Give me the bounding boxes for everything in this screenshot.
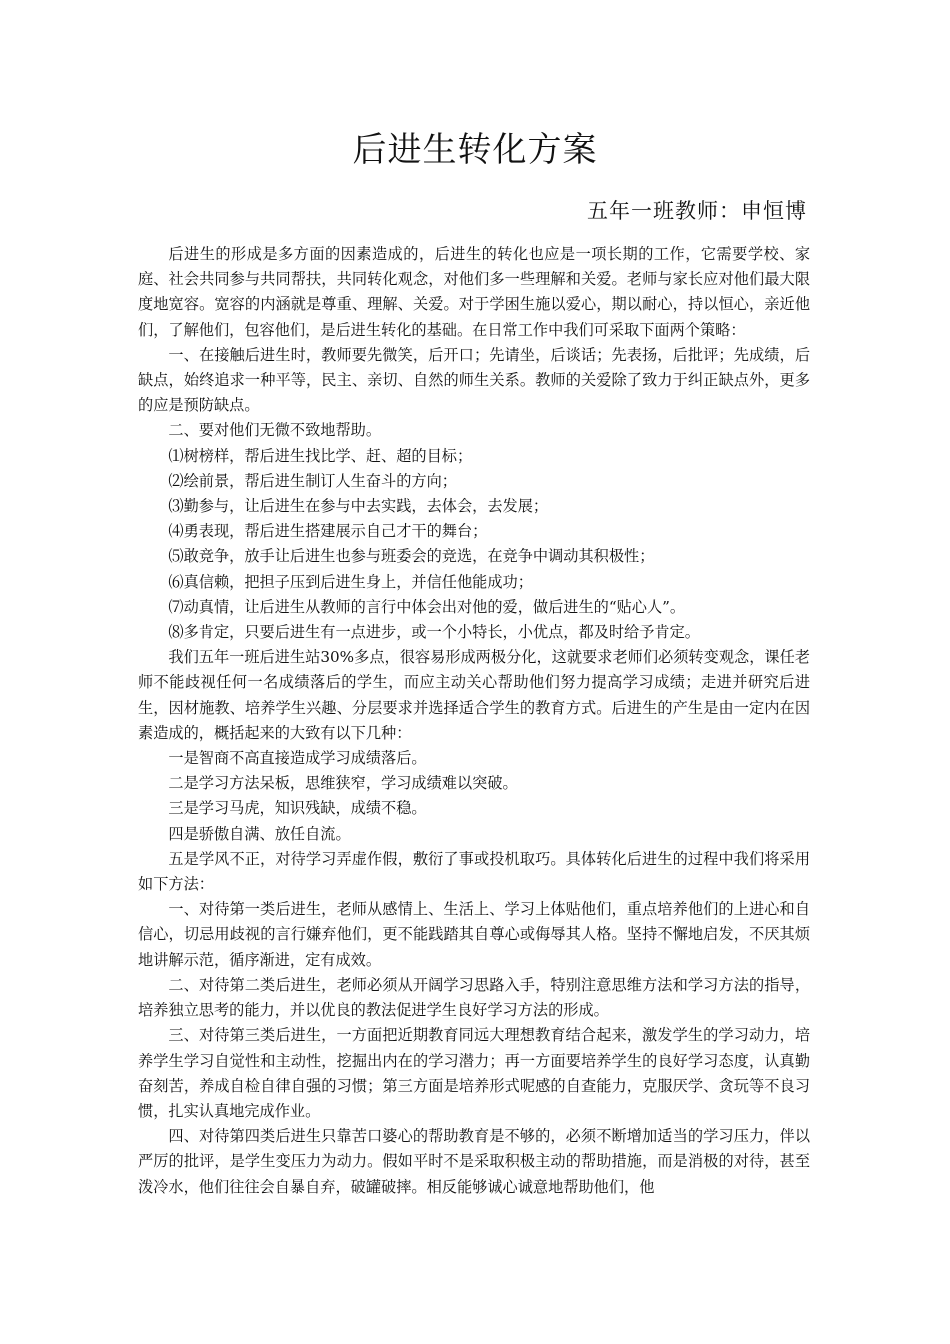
paragraph: 五是学风不正，对待学习弄虚作假，敷衍了事或投机取巧。具体转化后进生的过程中我们将采用如下方法： (138, 849, 810, 894)
list-item: ⑸敢竞争，放手让后进生也参与班委会的竞选，在竞争中调动其积极性； (168, 547, 655, 566)
author-line: 五年一班教师：申恒博 (587, 199, 807, 223)
paragraph: 一、对待第一类后进生，老师从感情上、生活上、学习上体贴他们，重点培养他们的上进心和自信心，切忌用歧视的言行嫌弃他们，更不能践踏其自尊心或侮辱其人格。坚持不懈地启发，不厌其烦地讲解示范，循序渐进，定有成效。 (138, 900, 810, 969)
list-item: ⑹真信赖，把担子压到后进生身上，并信任他能成功； (168, 572, 533, 591)
list-item: ⑴树榜样，帮后进生找比学、赶、超的目标； (168, 446, 473, 465)
document-body (138, 242, 810, 1200)
paragraph: 我们五年一班后进生站30%多点，很容易形成两极分化，这就要求老师们必须转变观念，课任老师不能歧视任何一名成绩落后的学生，而应主动关心帮助他们努力提高学习成绩；走进并研究后进生，因材施教、培养学生兴趣、分层要求并选择适合学生的教育方式。后进生的产生是由一定内在因素造成的，概括起来的大致有以下几种： (138, 648, 810, 742)
paragraph: 一、在接触后进生时，教师要先微笑，后开口；先请坐，后谈话；先表扬，后批评；先成绩，后缺点，始终追求一种平等，民主、亲切、自然的师生关系。教师的关爱除了致力于纠正缺点外，更多的应是预防缺点。 (138, 345, 810, 415)
list-item: 三是学习马虎，知识残缺，成绩不稳。 (168, 799, 427, 818)
paragraph: 三、对待第三类后进生，一方面把近期教育同远大理想教育结合起来，激发学生的学习动力，培养学生学习自觉性和主动性，挖掘出内在的学习潜力；再一方面要培养学生的良好学习态度，认真勤奋刻苦，养成自检自律自强的习惯；第三方面是培养形式呢感的自查能力，克服厌学、贪玩等不良习惯，扎实认真地完成作业。 (138, 1026, 810, 1120)
paragraph: 二、要对他们无微不致地帮助。 (168, 421, 382, 440)
list-item: ⑵绘前景，帮后进生制订人生奋斗的方向； (168, 471, 457, 490)
document-title: 后进生转化方案 (352, 130, 598, 170)
list-item: 二是学习方法呆板，思维狭窄，学习成绩难以突破。 (168, 774, 518, 793)
paragraph: 后进生的形成是多方面的因素造成的，后进生的转化也应是一项长期的工作，它需要学校、家庭、社会共同参与共同帮扶，共同转化观念，对他们多一些理解和关爱。老师与家长应对他们最大限度地宽容。宽容的内涵就是尊重、理解、关爱。对于学困生施以爱心，期以耐心，持以恒心，亲近他们，了解他们，包容他们，是后进生转化的基础。在日常工作中我们可采取下面两个策略： (138, 245, 810, 339)
paragraph: 四、对待第四类后进生只靠苦口婆心的帮助教育是不够的，必须不断增加适当的学习压力，伴以严厉的批评，是学生变压力为动力。假如平时不是采取积极主动的帮助措施，而是消极的对待，甚至泼冷水，他们往往会自暴自弃，破罐破摔。相反能够诚心诚意地帮助他们，他 (138, 1127, 810, 1196)
list-item: ⑺动真情，让后进生从教师的言行中体会出对他的爱，做后进生的“贴心人”。 (168, 597, 686, 616)
list-item: ⑷勇表现，帮后进生搭建展示自己才干的舞台； (168, 522, 488, 541)
list-item: 一是智商不高直接造成学习成绩落后。 (168, 749, 427, 768)
list-item: 四是骄傲自满、放任自流。 (168, 824, 351, 843)
list-item: ⑻多肯定，只要后进生有一点进步，或一个小特长，小优点，都及时给予肯定。 (168, 623, 700, 642)
list-item: ⑶勤参与，让后进生在参与中去实践，去体会，去发展； (168, 497, 549, 516)
paragraph: 二、对待第二类后进生，老师必须从开阔学习思路入手，特别注意思维方法和学习方法的指导，培养独立思考的能力，并以优良的教法促进学生良好学习方法的形成。 (138, 975, 810, 1020)
